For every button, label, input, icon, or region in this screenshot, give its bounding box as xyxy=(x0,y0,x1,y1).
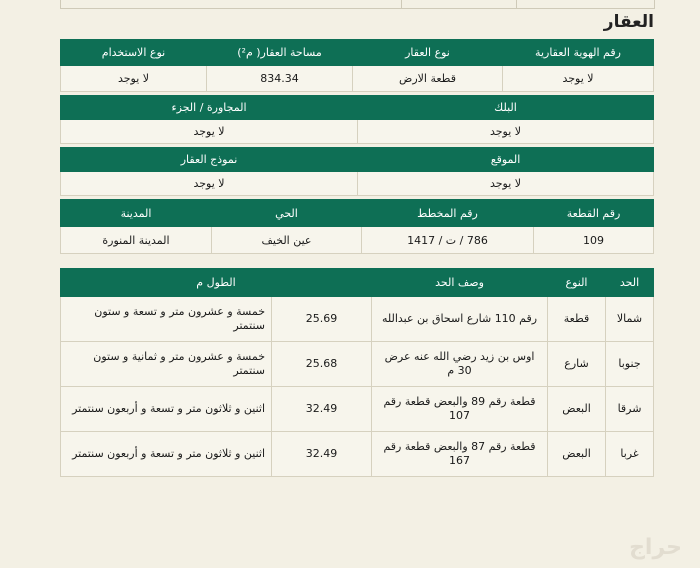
header-city: المدينة xyxy=(61,200,212,227)
boundary-type: البعض xyxy=(548,387,606,432)
table-header-row xyxy=(61,40,654,66)
previous-table-edge xyxy=(60,0,655,9)
header-property-area: مساحة العقار( م²) xyxy=(207,40,353,66)
header-boundary: الحد xyxy=(606,269,654,297)
block-table xyxy=(60,95,654,144)
value-block: لا يوجد xyxy=(358,120,654,144)
boundary-length-words: خمسة و عشرون متر و ثمانية و ستون سنتمتر xyxy=(61,342,272,387)
table-header-row xyxy=(61,96,654,120)
header-property-id: رقم الهوية العقارية xyxy=(503,40,654,66)
table-header-row xyxy=(61,200,654,227)
value-district: عين الخيف xyxy=(212,227,362,254)
table-row xyxy=(61,432,654,477)
table-row xyxy=(61,227,654,254)
boundary-type: البعض xyxy=(548,432,606,477)
header-plot-number: رقم القطعة xyxy=(534,200,654,227)
location-table xyxy=(60,147,654,196)
header-block: البلك xyxy=(358,96,654,120)
value-plot-number: 109 xyxy=(534,227,654,254)
value-usage-type: لا يوجد xyxy=(61,66,207,92)
value-plan-number: 786 / ت / 1417 xyxy=(362,227,534,254)
value-location: لا يوجد xyxy=(358,172,654,196)
header-description: وصف الحد xyxy=(372,269,548,297)
table-row xyxy=(61,172,654,196)
boundary-type: قطعة xyxy=(548,297,606,342)
value-property-type: قطعة الارض xyxy=(353,66,503,92)
header-location: الموقع xyxy=(358,148,654,172)
table-header-row xyxy=(61,269,654,297)
boundary-side: شرقا xyxy=(606,387,654,432)
table-row xyxy=(61,120,654,144)
boundary-length-words: اثنين و ثلاثون متر و تسعة و أربعون سنتمتر xyxy=(61,432,272,477)
boundary-length: 25.68 xyxy=(272,342,372,387)
header-district: الحي xyxy=(212,200,362,227)
property-info-table xyxy=(60,39,654,92)
column-divider xyxy=(516,0,517,8)
boundary-side: شمالا xyxy=(606,297,654,342)
section-title: العقار xyxy=(603,12,654,32)
boundaries-table xyxy=(60,268,654,477)
boundary-length-words: اثنين و ثلاثون متر و تسعة و أربعون سنتمتر xyxy=(61,387,272,432)
table-row xyxy=(61,342,654,387)
header-plan-number: رقم المخطط xyxy=(362,200,534,227)
column-divider xyxy=(401,0,402,8)
header-property-model: نموذج العقار xyxy=(61,148,358,172)
table-row xyxy=(61,297,654,342)
boundary-description: اوس بن زيد رضي الله عنه عرض 30 م xyxy=(372,342,548,387)
plot-table xyxy=(60,199,654,254)
header-type: النوع xyxy=(548,269,606,297)
header-property-type: نوع العقار xyxy=(353,40,503,66)
boundary-description: قطعة رقم 89 والبعض قطعة رقم 107 xyxy=(372,387,548,432)
boundary-description: قطعة رقم 87 والبعض قطعة رقم 167 xyxy=(372,432,548,477)
header-length: الطول م xyxy=(61,269,372,297)
value-property-id: لا يوجد xyxy=(503,66,654,92)
value-neighborhood-part: لا يوجد xyxy=(61,120,358,144)
table-row xyxy=(61,387,654,432)
boundary-length: 25.69 xyxy=(272,297,372,342)
table-row xyxy=(61,66,654,92)
boundary-length: 32.49 xyxy=(272,432,372,477)
value-property-model: لا يوجد xyxy=(61,172,358,196)
boundary-description: رقم 110 شارع اسحاق بن عبدالله xyxy=(372,297,548,342)
boundary-length: 32.49 xyxy=(272,387,372,432)
watermark-logo: حراج xyxy=(629,535,682,560)
value-property-area: 834.34 xyxy=(207,66,353,92)
table-header-row xyxy=(61,148,654,172)
header-neighborhood-part: المجاورة / الجزء xyxy=(61,96,358,120)
header-usage-type: نوع الاستخدام xyxy=(61,40,207,66)
boundary-length-words: خمسة و عشرون متر و تسعة و ستون سنتمتر xyxy=(61,297,272,342)
value-city: المدينة المنورة xyxy=(61,227,212,254)
boundary-side: غربا xyxy=(606,432,654,477)
boundary-side: جنوبا xyxy=(606,342,654,387)
boundary-type: شارع xyxy=(548,342,606,387)
